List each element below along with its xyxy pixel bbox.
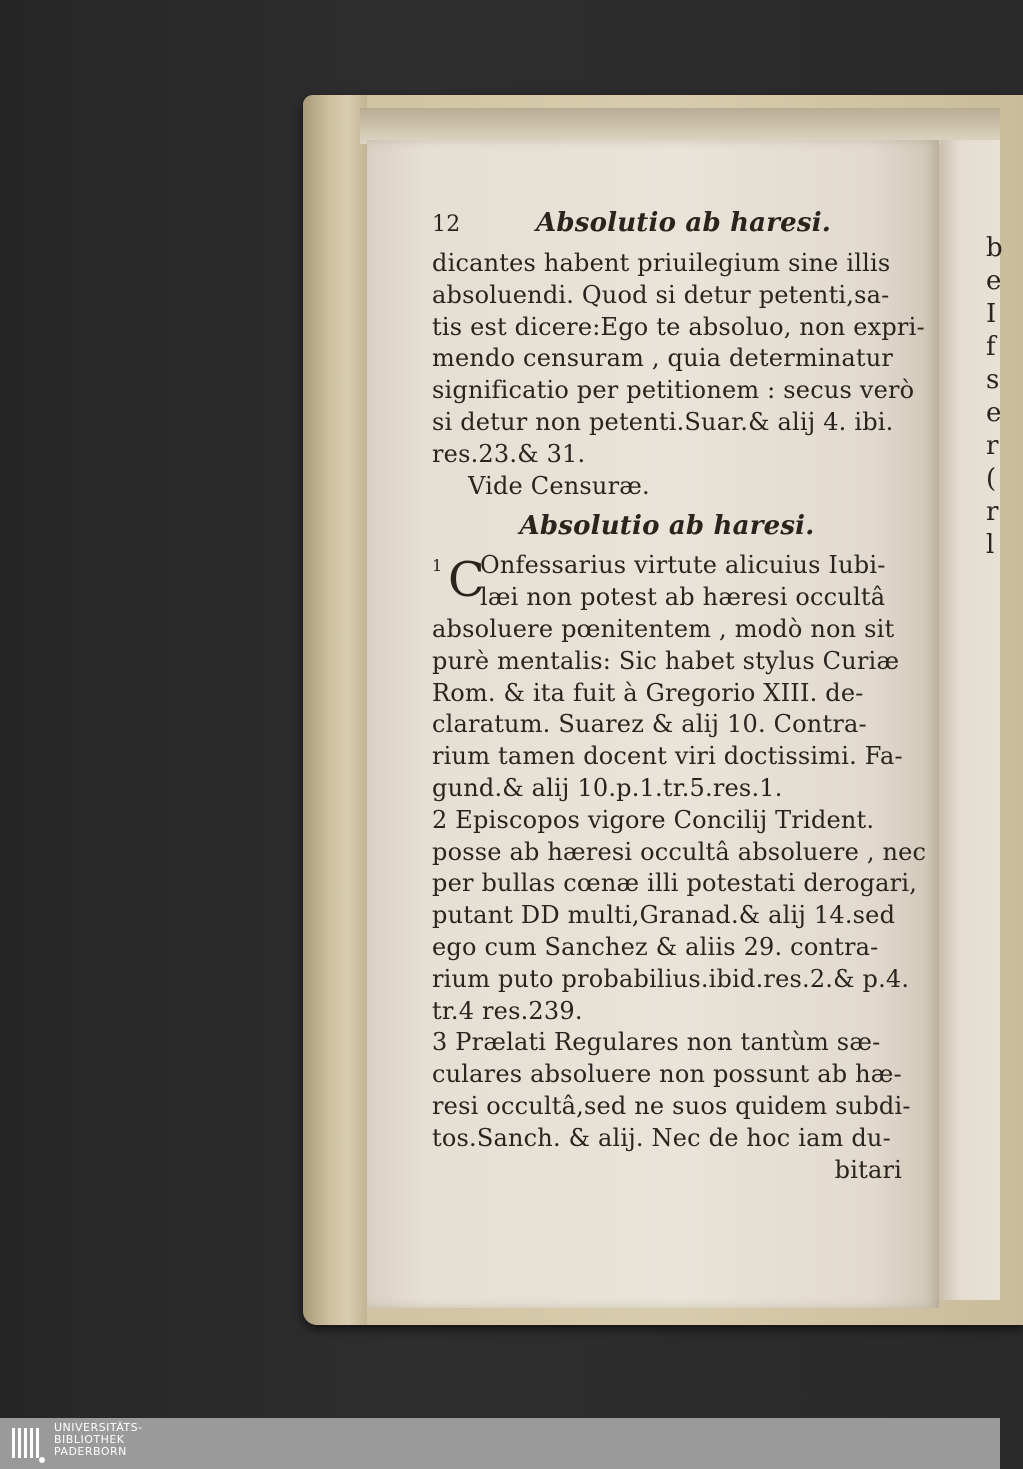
text-line: claratum. Suarez & alij 10. Contra- [432, 710, 867, 739]
library-name [54, 1422, 143, 1458]
text-line: gund.& alij 10.p.1.tr.5.res.1. [432, 773, 783, 802]
drop-cap: C [448, 552, 485, 609]
catchword: bitari [834, 1155, 902, 1184]
text-line: Onfessarius virtute alicuius Iubi- [480, 551, 886, 580]
running-title: Absolutio ab haresi. [536, 208, 832, 238]
facing-letter: e [986, 266, 1002, 296]
text-line: per bullas cœnæ illi potestati derogari, [432, 869, 918, 898]
section-title: Absolutio ab haresi. [519, 511, 815, 542]
facing-page-text [986, 232, 1003, 562]
text-line: tos.Sanch. & alij. Nec de hoc iam du- [432, 1123, 891, 1152]
text-block-top-edge [360, 108, 1000, 144]
facing-letter: r [986, 497, 999, 527]
text-line: rium tamen docent viri doctissimi. Fa- [432, 742, 903, 771]
see-also-line: Vide Censuræ. [468, 471, 650, 500]
facing-letter: e [986, 398, 1002, 428]
text-line: 3 Prælati Regulares non tantùm sæ- [432, 1028, 881, 1057]
facing-letter: f [986, 332, 996, 362]
page-text [432, 208, 927, 1186]
facing-letter: b [986, 233, 1003, 263]
facing-letter: ( [986, 464, 997, 494]
facing-letter: r [986, 431, 999, 461]
text-line: rium puto probabilius.ibid.res.2.& p.4. [432, 964, 910, 993]
facing-letter: I [986, 299, 997, 329]
page-number: 12 [432, 212, 461, 237]
text-line: Rom. & ita fuit à Gregorio XIII. de- [432, 678, 864, 707]
text-line: ego cum Sanchez & aliis 29. contra- [432, 932, 879, 961]
text-line: dicantes habent priuilegium sine illis [432, 249, 891, 277]
text-line: mendo censuram , quia determinatur [432, 344, 894, 373]
text-line: culares absoluere non possunt ab hæ- [432, 1060, 902, 1089]
text-line: tr.4 res.239. [432, 996, 583, 1025]
facing-letter: l [986, 530, 995, 560]
footer-bar [0, 1418, 1000, 1469]
library-name-line: UNIVERSITÄTS- [54, 1421, 143, 1434]
text-line: purè mentalis: Sic habet stylus Curiæ [432, 646, 900, 675]
running-head [432, 208, 902, 248]
text-line: significatio per petitionem : secus verò [432, 376, 915, 405]
text-line: si detur non petenti.Suar.& alij 4. ibi. [432, 407, 894, 436]
text-line: res.23.& 31. [432, 439, 586, 468]
text-line: absoluere pœnitentem , modò non sit [432, 614, 895, 643]
text-line: 2 Episcopos vigore Concilij Trident. [432, 805, 875, 834]
paragraph-number: 1 [432, 556, 443, 576]
text-line: tis est dicere:Ego te absoluo, non expri- [432, 312, 925, 341]
text-line: læi non potest ab hæresi occultâ [480, 583, 886, 612]
facing-letter: s [986, 365, 1000, 395]
library-name-line: BIBLIOTHEK [54, 1433, 125, 1446]
text-line: resi occultâ,sed ne suos quidem subdi- [432, 1091, 911, 1120]
book-cover-edge [303, 95, 367, 1325]
text-line: absoluendi. Quod si detur petenti,sa- [432, 280, 890, 309]
text-line: putant DD multi,Granad.& alij 14.sed [432, 901, 896, 930]
library-name-line: PADERBORN [54, 1445, 127, 1458]
text-line: posse ab hæresi occultâ absoluere , nec [432, 837, 927, 866]
university-library-logo-icon [10, 1424, 46, 1464]
